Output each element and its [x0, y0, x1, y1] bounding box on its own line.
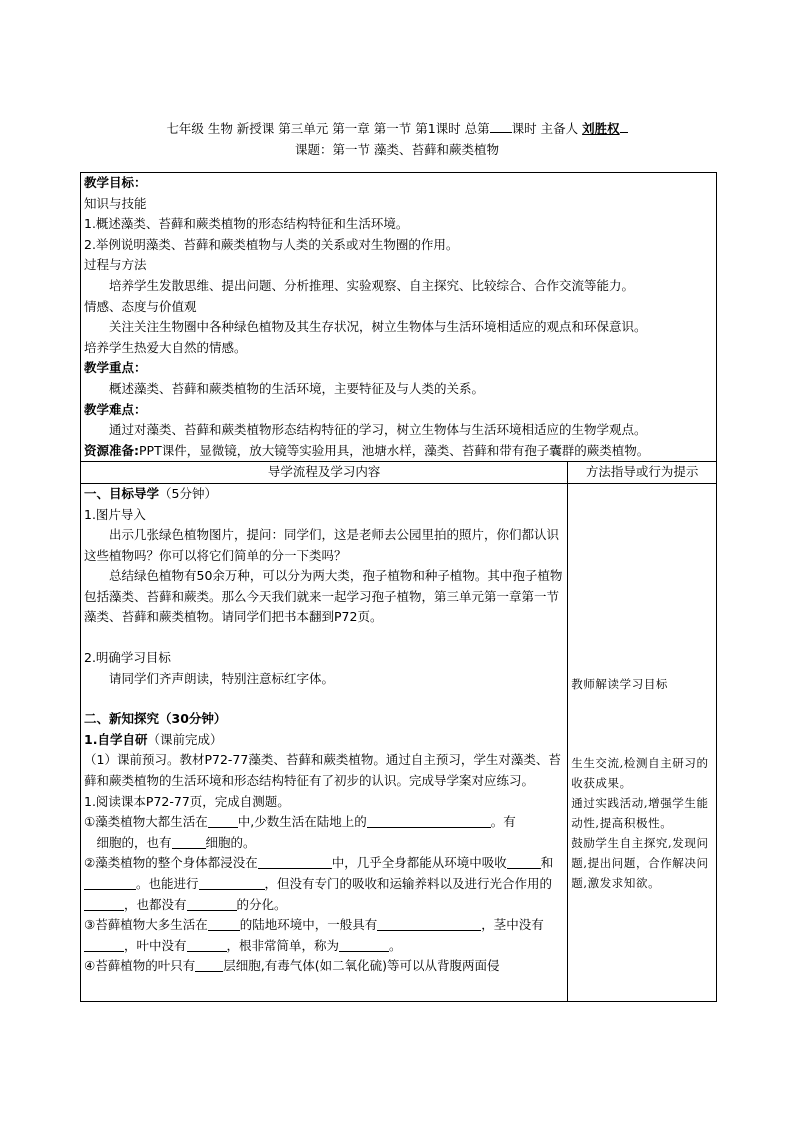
section-2-sub-1-rest: （课前完成）	[147, 731, 223, 747]
answer-blank[interactable]	[208, 917, 240, 931]
note-3: 通过实践活动,增强学生能动性,提高积极性。	[571, 795, 709, 830]
q1-text-b: 中,少数生活在陆地上的	[237, 814, 367, 830]
column-header-right: 方法指导或行为提示	[568, 462, 717, 484]
spacer	[84, 628, 564, 648]
answer-blank[interactable]	[367, 814, 491, 828]
answer-blank[interactable]	[377, 917, 481, 931]
section-1-time: （5分钟）	[159, 485, 217, 501]
answer-blank[interactable]	[507, 855, 541, 869]
q2-text-e: ，但没有专门的吸收和运输养料以及进行光合作用的	[264, 876, 553, 891]
q1-text-c: 。有	[490, 814, 516, 830]
q3-text-c: ，茎中没有	[481, 917, 544, 933]
notes-cell	[568, 483, 717, 1001]
process-text: 培养学生发散思维、提出问题、分析推理、实验观察、自主探究、比较综合、合作交流等能力。	[109, 277, 635, 293]
section-1-title	[84, 484, 564, 505]
q2-text-a: ②藻类植物的整个身体都浸没在	[84, 855, 258, 871]
section-2-sub-1-bold: 1.自学自研	[84, 731, 148, 747]
question-3	[84, 915, 564, 956]
q4-text-a: ④苔藓植物的叶只有	[84, 958, 196, 974]
section-2-title: 二、新知探究（30分钟）	[84, 711, 227, 727]
column-header-row	[81, 462, 717, 484]
q2-text-d: 。也能进行	[136, 876, 199, 891]
answer-blank[interactable]	[258, 855, 332, 869]
difficulty-title: 教学难点：	[84, 401, 147, 417]
section-1-sub-2: 2.明确学习目标	[84, 650, 171, 666]
question-1	[84, 812, 564, 853]
blank-total-lesson	[490, 120, 512, 133]
key-points-title: 教学重点：	[84, 360, 147, 376]
q2-text-g: 的分化。	[236, 896, 287, 912]
notes-spacer	[571, 484, 713, 674]
resources-title: 资源准备:	[84, 442, 139, 458]
question-4	[84, 956, 564, 977]
emotion-text-1: 关注关注生物圈中各种绿色植物及其生存状况，树立生物体与生活环境相适应的观点和环保意识。	[109, 319, 647, 335]
q3-text-e: ，根非常简单，称为	[226, 937, 340, 953]
header-info-line	[0, 119, 794, 137]
q1-text-a: ①藻类植物大都生活在	[84, 814, 208, 830]
emotion-text-2: 培养学生热爱大自然的情感。	[84, 339, 247, 355]
answer-blank[interactable]	[339, 938, 389, 952]
notes-spacer	[571, 694, 713, 753]
lesson-topic: 课题：第一节 藻类、苔藓和蕨类植物	[295, 142, 499, 157]
key-points-text: 概述藻类、苔藓和蕨类植物的生活环境，主要特征及与人类的关系。	[109, 380, 485, 396]
section-1-para-2: 总结绿色植物有50余万种，可以分为两大类，孢子植物和种子植物。其中孢子植物包括藻类、苔藓和蕨类。那么今天我们就来一起学习孢子植物，第三单元第一章第一节 藻类、苔藓和蕨类植物。请同学们把书本翻到P72页。	[84, 568, 563, 625]
objectives-cell	[81, 173, 717, 462]
answer-blank[interactable]	[199, 876, 265, 890]
answer-blank[interactable]	[208, 814, 238, 828]
answer-blank[interactable]	[84, 938, 124, 952]
knowledge-heading: 知识与技能	[84, 195, 147, 211]
q3-text-d: ，叶中没有	[124, 937, 187, 953]
q3-text-f: 。	[389, 937, 402, 953]
resources-text: PPT课件，显微镜，放大镜等实验用具，池塘水样，藻类、苔藓和带有孢子囊群的蕨类植物。	[139, 442, 650, 458]
note-2: 生生交流,检测自主研习的收获成果。	[571, 755, 709, 790]
q1-text-e: 细胞的。	[205, 834, 256, 850]
objectives-title: 教学目标：	[84, 175, 147, 190]
knowledge-item-1: 1.概述藻类、苔藓和蕨类植物的形态结构特征和生活环境。	[84, 216, 409, 232]
section-2-para-1: （1）课前预习。教材P72-77藻类、苔藓和蕨类植物。通过自主预习，学生对藻类、苔藓和蕨类植物的生活环境和形态结构特征有了初步的认识。完成导学案对应练习。	[84, 752, 561, 789]
q2-text-f: ，也都没有	[124, 896, 187, 912]
q2-text-c: 和	[540, 855, 554, 871]
content-row	[81, 483, 717, 1001]
q4-text-b: 层细胞,有毒气体(如二氧化硫)等可以从背腹两面侵	[223, 958, 500, 974]
author-underline-tail	[620, 120, 628, 133]
q2-text-b: 中，几乎全身都能从环境中吸收	[331, 855, 507, 871]
content-cell	[81, 483, 568, 1001]
process-heading: 过程与方法	[84, 257, 147, 273]
answer-blank[interactable]	[84, 897, 124, 911]
answer-blank[interactable]	[187, 897, 237, 911]
question-2	[84, 853, 564, 915]
section-2-para-2: 1.阅读课本P72-77页，完成自测题。	[84, 793, 290, 809]
objectives-row	[81, 173, 717, 462]
knowledge-item-2: 2.举例说明藻类、苔藓和蕨类植物与人类的关系或对生物圈的作用。	[84, 236, 459, 252]
note-1: 教师解读学习目标	[571, 676, 669, 691]
q3-text-a: ③苔藓植物大多生活在	[84, 917, 208, 933]
lesson-plan-table	[80, 172, 717, 1002]
difficulty-text: 通过对藻类、苔藓和蕨类植物形态结构特征的学习，树立生物体与生活环境相适应的生物学观点。	[109, 422, 647, 438]
note-4: 鼓励学生自主探究,发现问题,提出问题，合作解决问题,激发求知欲。	[571, 835, 709, 890]
answer-blank[interactable]	[172, 835, 206, 849]
header-after-blank: 课时 主备人	[511, 121, 579, 136]
section-1-para-1: 出示几张绿色植物图片，提问：同学们，这是老师去公园里拍的照片，你们都认识这些植物吗？你可以将它们简单的分一下类吗？	[84, 527, 560, 563]
answer-blank[interactable]	[195, 958, 223, 972]
answer-blank[interactable]	[187, 938, 227, 952]
section-1-title-text: 一、目标导学	[84, 485, 160, 501]
q3-text-b: 的陆地环境中，一般具有	[239, 917, 378, 933]
emotion-heading: 情感、态度与价值观	[84, 298, 197, 314]
resources-line	[84, 441, 713, 462]
section-1-sub-1: 1.图片导入	[84, 506, 146, 522]
q1-text-d: 细胞的，也有	[96, 834, 172, 850]
header-author: 刘胜权	[582, 121, 620, 136]
answer-blank[interactable]	[84, 876, 136, 890]
spacer	[84, 689, 564, 709]
column-header-left: 导学流程及学习内容	[81, 462, 568, 484]
section-2-sub-1	[84, 730, 564, 751]
section-1-para-3: 请同学们齐声朗读，特别注意标红字体。	[109, 670, 335, 686]
header-info: 七年级 生物 新授课 第三单元 第一章 第一节 第1课时 总第	[166, 121, 490, 136]
